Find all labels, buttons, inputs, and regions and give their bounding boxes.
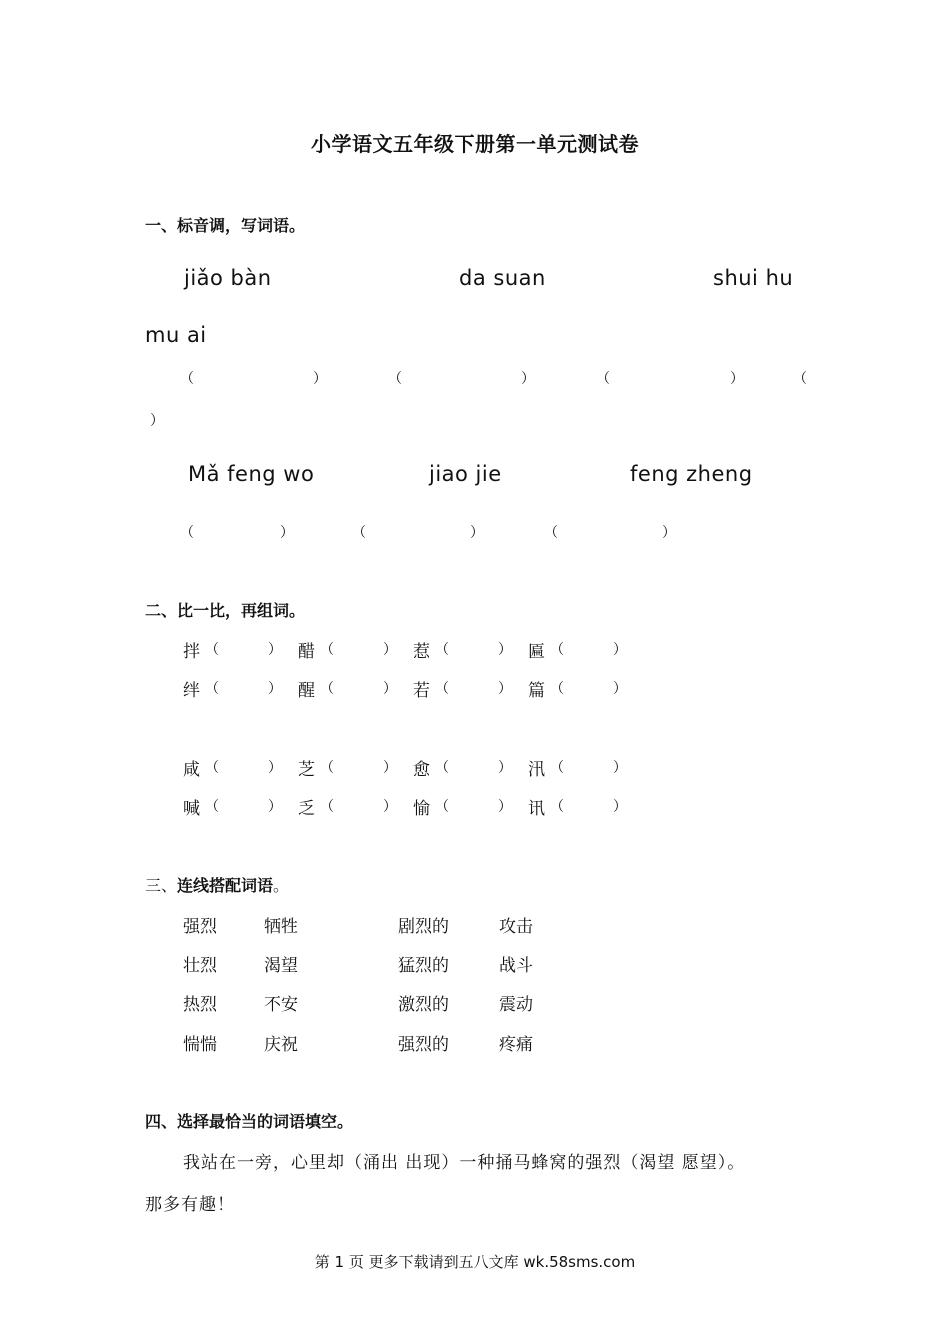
section3-heading: 三、连线搭配词语。 bbox=[145, 876, 290, 895]
blank-close: ） bbox=[498, 681, 512, 697]
char-item: 愈 bbox=[413, 760, 430, 780]
blank-close: ） bbox=[662, 525, 676, 541]
blank-open: （ bbox=[205, 642, 219, 658]
pinyin-jiaojie: jiao jie bbox=[429, 462, 502, 486]
match-word: 战斗 bbox=[499, 956, 533, 976]
char-item: 醋 bbox=[298, 642, 315, 662]
blank-open: （ bbox=[435, 799, 449, 815]
page-footer: 第 1 页 更多下载请到五八文库 wk.58sms.com bbox=[314, 1253, 636, 1271]
fill-blank-sentence: 我站在一旁，心里却（涌出 出现）一种捅马蜂窝的强烈（渴望 愿望）。 bbox=[183, 1153, 746, 1173]
blank-close: ） bbox=[383, 760, 397, 776]
section2-heading: 二、比一比，再组词。 bbox=[145, 601, 306, 620]
blank-close: ） bbox=[383, 799, 397, 815]
pinyin-jiaoban: jiǎo bàn bbox=[184, 266, 272, 290]
char-item: 篇 bbox=[528, 681, 545, 701]
char-item: 喊 bbox=[183, 799, 200, 819]
match-word: 不安 bbox=[264, 995, 298, 1015]
match-word: 强烈 bbox=[183, 917, 217, 937]
char-item: 若 bbox=[413, 681, 430, 701]
blank-open: （ bbox=[320, 681, 334, 697]
char-item: 惹 bbox=[413, 642, 430, 662]
match-word: 壮烈 bbox=[183, 956, 217, 976]
match-word: 庆祝 bbox=[264, 1035, 298, 1055]
char-item: 绊 bbox=[183, 681, 200, 701]
blank-close: ） bbox=[613, 760, 627, 776]
blank-close: ） bbox=[470, 525, 484, 541]
blank-open: （ bbox=[205, 681, 219, 697]
blank-close: ） bbox=[521, 371, 535, 387]
page-title: 小学语文五年级下册第一单元测试卷 bbox=[311, 132, 639, 156]
blank-close: ） bbox=[268, 760, 282, 776]
section1-heading: 一、标音调，写词语。 bbox=[145, 216, 306, 235]
match-word: 震动 bbox=[499, 995, 533, 1015]
section3-heading-bold: 连线搭配词语 bbox=[177, 876, 274, 895]
blank-close: ） bbox=[730, 371, 744, 387]
blank-close: ） bbox=[150, 413, 164, 429]
char-item: 拌 bbox=[183, 642, 200, 662]
char-item: 愉 bbox=[413, 799, 430, 819]
blank-close: ） bbox=[498, 799, 512, 815]
blank-open: （ bbox=[205, 799, 219, 815]
char-item: 芝 bbox=[298, 760, 315, 780]
blank-close: ） bbox=[613, 799, 627, 815]
blank-open: （ bbox=[550, 642, 564, 658]
fill-blank-sentence-cont: 那多有趣！ bbox=[145, 1195, 235, 1215]
blank-open: （ bbox=[320, 799, 334, 815]
blank-open: （ bbox=[180, 371, 194, 387]
char-item: 汛 bbox=[528, 760, 545, 780]
match-word: 牺牲 bbox=[264, 917, 298, 937]
blank-close: ） bbox=[498, 642, 512, 658]
blank-close: ） bbox=[268, 642, 282, 658]
blank-open: （ bbox=[435, 681, 449, 697]
blank-close: ） bbox=[268, 799, 282, 815]
blank-open: （ bbox=[544, 525, 558, 541]
pinyin-muai: mu ai bbox=[145, 323, 207, 347]
blank-open: （ bbox=[793, 371, 807, 387]
blank-close: ） bbox=[383, 681, 397, 697]
char-item: 匾 bbox=[528, 642, 545, 662]
match-word: 猛烈的 bbox=[398, 956, 449, 976]
match-word: 剧烈的 bbox=[398, 917, 449, 937]
char-item: 讯 bbox=[528, 799, 545, 819]
match-word: 强烈的 bbox=[398, 1035, 449, 1055]
match-word: 惴惴 bbox=[183, 1035, 217, 1055]
blank-close: ） bbox=[313, 371, 327, 387]
pinyin-shuihu: shui hu bbox=[713, 266, 794, 290]
blank-open: （ bbox=[320, 760, 334, 776]
blank-open: （ bbox=[435, 760, 449, 776]
char-item: 醒 bbox=[298, 681, 315, 701]
blank-open: （ bbox=[435, 642, 449, 658]
pinyin-dasuan: da suan bbox=[459, 266, 546, 290]
section3-heading-tail: 。 bbox=[273, 876, 290, 895]
blank-open: （ bbox=[550, 681, 564, 697]
blank-close: ） bbox=[613, 681, 627, 697]
blank-open: （ bbox=[550, 799, 564, 815]
blank-open: （ bbox=[205, 760, 219, 776]
blank-open: （ bbox=[596, 371, 610, 387]
blank-open: （ bbox=[388, 371, 402, 387]
blank-open: （ bbox=[320, 642, 334, 658]
match-word: 渴望 bbox=[264, 956, 298, 976]
blank-open: （ bbox=[180, 525, 194, 541]
blank-close: ） bbox=[268, 681, 282, 697]
blank-close: ） bbox=[613, 642, 627, 658]
blank-close: ） bbox=[383, 642, 397, 658]
pinyin-fengzheng: feng zheng bbox=[630, 462, 753, 486]
match-word: 热烈 bbox=[183, 995, 217, 1015]
char-item: 咸 bbox=[183, 760, 200, 780]
match-word: 疼痛 bbox=[499, 1035, 533, 1055]
blank-close: ） bbox=[280, 525, 294, 541]
match-word: 攻击 bbox=[499, 917, 533, 937]
char-item: 乏 bbox=[298, 799, 315, 819]
blank-open: （ bbox=[550, 760, 564, 776]
pinyin-mafengwo: Mǎ feng wo bbox=[188, 462, 315, 486]
blank-open: （ bbox=[352, 525, 366, 541]
section4-heading: 四、选择最恰当的词语填空。 bbox=[145, 1112, 354, 1131]
match-word: 激烈的 bbox=[398, 995, 449, 1015]
blank-close: ） bbox=[498, 760, 512, 776]
